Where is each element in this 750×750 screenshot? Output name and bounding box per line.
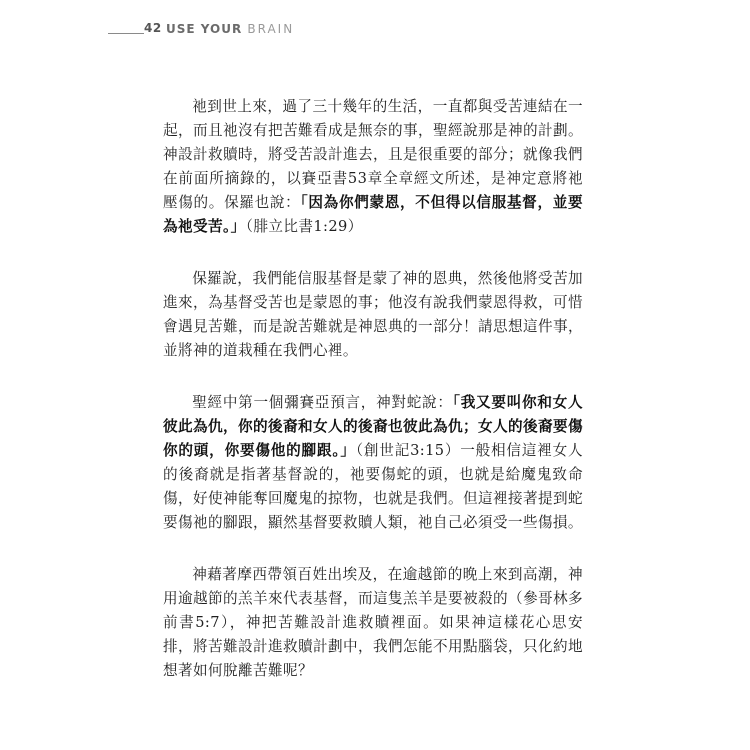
book-title-bold: USE YOUR bbox=[166, 22, 248, 36]
paragraph-1-text: 祂到世上來，過了三十幾年的生活，一直都與受苦連結在一起，而且祂沒有把苦難看成是無奈的事，聖經說那是神的計劃。神設計救贖時，將受苦設計進去，且是很重要的部分；就像我們在前面所摘錄的，以賽亞書53章全章經文所述，是神定意將祂壓傷的。保羅也說： bbox=[163, 98, 583, 211]
paragraph-1 bbox=[163, 95, 583, 239]
paragraph-1-reference: （腓立比書1:29） bbox=[245, 218, 363, 235]
paragraph-1-quote: 「因為你們蒙恩，不但得以信服基督，並要為祂受苦。」 bbox=[163, 194, 583, 235]
paragraph-4-text: 神藉著摩西帶領百姓出埃及，在逾越節的晚上來到高潮，神用逾越節的羔羊來代表基督，而這隻羔羊是要被殺的（參哥林多前書5:7），神把苦難設計進救贖裡面。如果神這樣花心思安排，將苦難設計進救贖計劃中，我們怎能不用點腦袋，只化約地想著如何脫離苦難呢？ bbox=[163, 566, 583, 679]
paragraph-2 bbox=[163, 267, 583, 363]
running-header bbox=[108, 19, 528, 39]
paragraph-3-continuation: （創世記3:15）一般相信這裡女人的後裔就是指著基督說的，祂要傷蛇的頭，也就是給魔鬼致命傷，好使神能奪回魔鬼的掠物，也就是我們。但這裡接著提到蛇要傷祂的腳跟，顯然基督要救贖人類，祂自己必須受一些傷損。 bbox=[163, 442, 583, 531]
paragraph-3 bbox=[163, 391, 583, 535]
body-text bbox=[163, 95, 583, 711]
paragraph-4 bbox=[163, 563, 583, 683]
book-title-light: BRAIN bbox=[247, 22, 295, 36]
book-title bbox=[166, 22, 294, 36]
page-number: 42 bbox=[144, 21, 162, 35]
header-rule bbox=[108, 33, 144, 34]
paragraph-3-text: 聖經中第一個彌賽亞預言，神對蛇說： bbox=[192, 394, 453, 411]
paragraph-3-quote: 「我又要叫你和女人彼此為仇，你的後裔和女人的後裔也彼此為仇；女人的後裔要傷你的頭，你要傷他的腳跟。」 bbox=[163, 394, 583, 459]
paragraph-2-text: 保羅說，我們能信服基督是蒙了神的恩典，然後他將受苦加進來，為基督受苦也是蒙恩的事；他沒有說我們蒙恩得救，可惜會遇見苦難，而是說苦難就是神恩典的一部分！請思想這件事，並將神的道栽種在我們心裡。 bbox=[163, 270, 583, 359]
